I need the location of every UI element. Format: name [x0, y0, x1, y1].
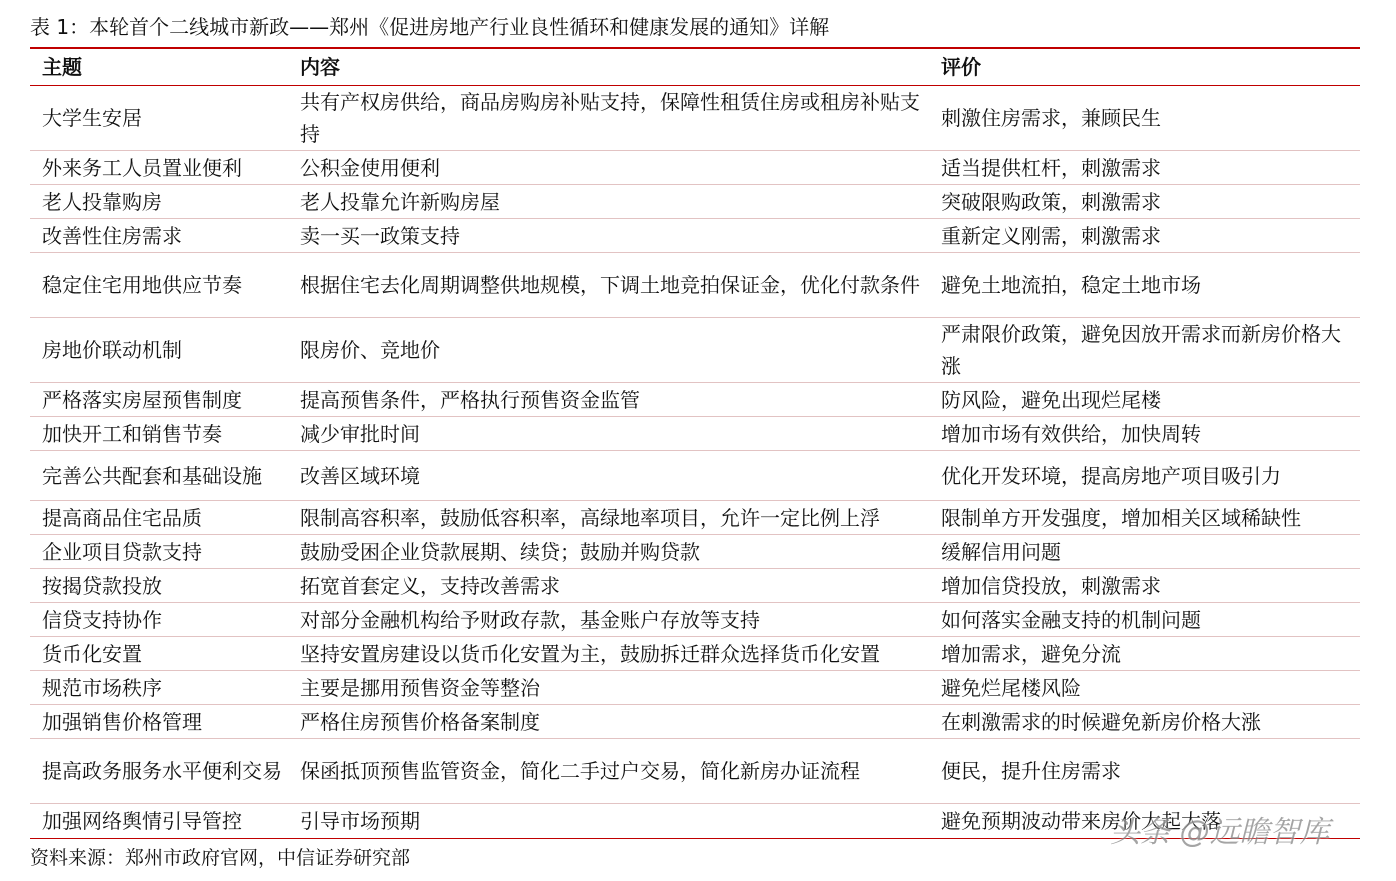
header-topic: 主题: [42, 55, 82, 79]
table-row: [30, 705, 1360, 739]
table-row: [30, 417, 1360, 451]
table-row: [30, 671, 1360, 705]
cell-topic: 完善公共配套和基础设施: [42, 463, 262, 488]
table-row: [30, 569, 1360, 603]
cell-evaluation: 重新定义刚需，刺激需求: [941, 223, 1161, 248]
cell-content: 主要是挪用预售资金等整治: [300, 675, 540, 700]
table-row: [30, 185, 1360, 219]
table-row: [30, 603, 1360, 637]
cell-topic: 严格落实房屋预售制度: [42, 387, 242, 412]
header-content: 内容: [300, 55, 340, 79]
cell-content: 引导市场预期: [300, 809, 420, 833]
policy-table: [30, 47, 1360, 839]
table-row: [30, 318, 1360, 383]
cell-topic: 加强销售价格管理: [42, 709, 202, 734]
table-row: [30, 535, 1360, 569]
cell-topic: 信贷支持协作: [42, 607, 162, 632]
cell-topic: 提高商品住宅品质: [42, 505, 202, 530]
cell-evaluation: 增加市场有效供给，加快周转: [941, 421, 1201, 446]
cell-content: 拓宽首套定义，支持改善需求: [300, 573, 560, 598]
cell-evaluation: 便民，提升住房需求: [941, 759, 1121, 783]
cell-evaluation: 严肃限价政策，避免因放开需求而新房价格大涨: [941, 322, 1341, 378]
cell-topic: 企业项目贷款支持: [42, 539, 202, 564]
cell-evaluation: 突破限购政策，刺激需求: [941, 189, 1161, 214]
cell-evaluation: 优化开发环境，提高房地产项目吸引力: [941, 463, 1281, 488]
cell-topic: 外来务工人员置业便利: [42, 155, 242, 180]
source-note: 资料来源：郑州市政府官网，中信证券研究部: [30, 847, 411, 869]
cell-content: 鼓励受困企业贷款展期、续贷；鼓励并购贷款: [300, 539, 700, 564]
cell-topic: 稳定住宅用地供应节奏: [42, 273, 242, 297]
cell-evaluation: 限制单方开发强度，增加相关区域稀缺性: [941, 505, 1301, 530]
cell-content: 限制高容积率，鼓励低容积率，高绿地率项目，允许一定比例上浮: [300, 505, 880, 530]
table-row: [30, 637, 1360, 671]
cell-topic: 改善性住房需求: [42, 223, 182, 248]
cell-content: 共有产权房供给，商品房购房补贴支持，保障性租赁住房或租房补贴支持: [300, 90, 920, 146]
cell-evaluation: 防风险，避免出现烂尾楼: [941, 387, 1161, 412]
cell-content: 老人投靠允许新购房屋: [300, 189, 500, 214]
cell-content: 严格住房预售价格备案制度: [300, 709, 540, 734]
cell-topic: 货币化安置: [42, 641, 142, 666]
table-header: [30, 49, 1360, 86]
table-row: [30, 151, 1360, 185]
cell-evaluation: 增加需求，避免分流: [941, 641, 1121, 666]
cell-topic: 加快开工和销售节奏: [42, 421, 222, 446]
cell-evaluation: 适当提供杠杆，刺激需求: [941, 155, 1161, 180]
table-row: [30, 86, 1360, 151]
cell-topic: 房地价联动机制: [42, 338, 182, 362]
header-evaluation: 评价: [941, 55, 981, 79]
cell-evaluation: 在刺激需求的时候避免新房价格大涨: [941, 709, 1261, 734]
cell-evaluation: 刺激住房需求，兼顾民生: [941, 106, 1161, 130]
cell-content: 坚持安置房建设以货币化安置为主，鼓励拆迁群众选择货币化安置: [300, 641, 880, 666]
cell-topic: 老人投靠购房: [42, 189, 162, 214]
cell-content: 保函抵顶预售监管资金，简化二手过户交易，简化新房办证流程: [300, 759, 860, 783]
table-row: [30, 383, 1360, 417]
cell-content: 公积金使用便利: [300, 155, 440, 180]
cell-evaluation: 增加信贷投放，刺激需求: [941, 573, 1161, 598]
cell-topic: 按揭贷款投放: [42, 573, 162, 598]
cell-topic: 提高政务服务水平便利交易: [42, 759, 282, 783]
table-body: [30, 86, 1360, 838]
table-title: 表 1：本轮首个二线城市新政——郑州《促进房地产行业良性循环和健康发展的通知》详解: [30, 15, 830, 39]
watermark: 头条 @远瞻智库: [1110, 815, 1330, 850]
cell-content: 提高预售条件，严格执行预售资金监管: [300, 387, 640, 412]
cell-evaluation: 避免烂尾楼风险: [941, 675, 1081, 700]
cell-evaluation: 避免预期波动带来房价大起大落: [941, 809, 1221, 833]
cell-topic: 大学生安居: [42, 106, 142, 130]
table-row: [30, 501, 1360, 535]
cell-topic: 加强网络舆情引导管控: [42, 809, 242, 833]
cell-content: 减少审批时间: [300, 421, 420, 446]
cell-topic: 规范市场秩序: [42, 675, 162, 700]
cell-evaluation: 避免土地流拍，稳定土地市场: [941, 273, 1201, 297]
cell-content: 对部分金融机构给予财政存款，基金账户存放等支持: [300, 607, 760, 632]
table-row: [30, 253, 1360, 318]
table-row: [30, 219, 1360, 253]
table-row: [30, 451, 1360, 501]
cell-evaluation: 缓解信用问题: [941, 539, 1061, 564]
cell-content: 卖一买一政策支持: [300, 223, 460, 248]
table-row: [30, 739, 1360, 804]
cell-content: 限房价、竞地价: [300, 338, 440, 362]
cell-content: 改善区域环境: [300, 463, 420, 488]
cell-content: 根据住宅去化周期调整供地规模，下调土地竞拍保证金，优化付款条件: [300, 273, 920, 297]
cell-evaluation: 如何落实金融支持的机制问题: [941, 607, 1201, 632]
